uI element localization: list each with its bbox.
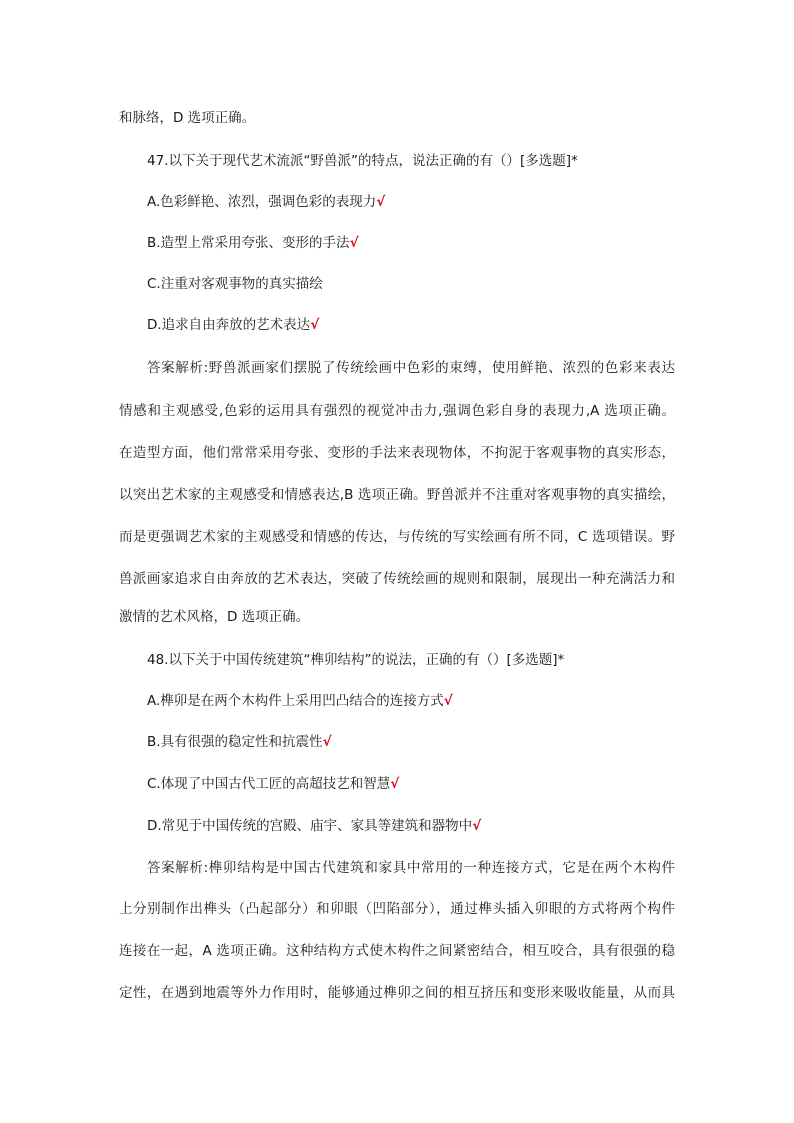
q47-option-a-check: √: [376, 194, 386, 210]
q47-option-d: [147, 315, 319, 335]
q48-option-d-text: D.常见于中国传统的宫殿、庙宇、家具等建筑和器物中: [147, 818, 473, 834]
q47-analysis-line: 而是更强调艺术家的主观感受和情感的传达，与传统的写实绘画有所不同，C 选项错误。野: [119, 529, 675, 545]
q48-option-d: [147, 816, 481, 836]
q47-option-a: [147, 192, 385, 212]
q48-analysis-line: 定性，在遇到地震等外力作用时，能够通过榫卯之间的相互挤压和变形来吸收能量，从而具: [119, 985, 675, 1001]
q48-option-a-text: A.榫卯是在两个木构件上采用凹凸结合的连接方式: [147, 693, 444, 709]
q47-analysis-line: 情感和主观感受,色彩的运用具有强烈的视觉冲击力,强调色彩自身的表现力,A 选项正确。: [119, 403, 675, 419]
q47-analysis-line: 在造型方面，他们常常采用夸张、变形的手法来表现物体，不拘泥于客观事物的真实形态，: [119, 445, 675, 461]
q48-option-b-check: √: [322, 734, 332, 750]
q47-option-b: [147, 233, 359, 253]
q48-option-b-text: B.具有很强的稳定性和抗震性: [147, 734, 323, 750]
q47-option-d-check: √: [310, 317, 320, 333]
q47-option-b-text: B.造型上常采用夸张、变形的手法: [147, 235, 350, 251]
question-48-title: 48.以下关于中国传统建筑“榫卯结构”的说法，正确的有（）[多选题]*: [147, 652, 565, 668]
q47-option-d-text: D.追求自由奔放的艺术表达: [147, 317, 311, 333]
q48-option-b: [147, 732, 332, 752]
q47-analysis-line: 激情的艺术风格，D 选项正确。: [119, 609, 310, 625]
q48-analysis-line: 上分别制作出榫头（凸起部分）和卯眼（凹陷部分），通过榫头插入卯眼的方式将两个构件: [119, 901, 675, 917]
q47-option-b-check: √: [349, 235, 359, 251]
question-47-title: 47.以下关于现代艺术流派“野兽派”的特点，说法正确的有（）[多选题]*: [147, 153, 578, 169]
q47-analysis-line: 答案解析:野兽派画家们摆脱了传统绘画中色彩的束缚，使用鲜艳、浓烈的色彩来表达: [147, 360, 675, 376]
previous-answer-tail: 和脉络，D 选项正确。: [119, 110, 256, 126]
q48-option-d-check: √: [472, 818, 482, 834]
q47-option-a-text: A.色彩鲜艳、浓烈，强调色彩的表现力: [147, 194, 377, 210]
q48-option-c-text: C.体现了中国古代工匠的高超技艺和智慧: [147, 776, 391, 792]
q48-analysis-line: 答案解析:榫卯结构是中国古代建筑和家具中常用的一种连接方式，它是在两个木构件: [147, 860, 675, 876]
q47-analysis-line: 兽派画家追求自由奔放的艺术表达，突破了传统绘画的规则和限制，展现出一种充满活力和: [119, 571, 675, 587]
q48-option-a: [147, 691, 453, 711]
q48-option-a-check: √: [443, 693, 453, 709]
q48-option-c: [147, 774, 399, 794]
q47-option-c: [147, 274, 323, 294]
q47-analysis-line: 以突出艺术家的主观感受和情感表达,B 选项正确。野兽派并不注重对客观事物的真实描绘，: [119, 487, 675, 503]
q47-option-c-text: C.注重对客观事物的真实描绘: [147, 276, 323, 292]
q48-analysis-line: 连接在一起，A 选项正确。这种结构方式使木构件之间紧密结合，相互咬合，具有很强的稳: [119, 943, 675, 959]
q48-option-c-check: √: [390, 776, 400, 792]
